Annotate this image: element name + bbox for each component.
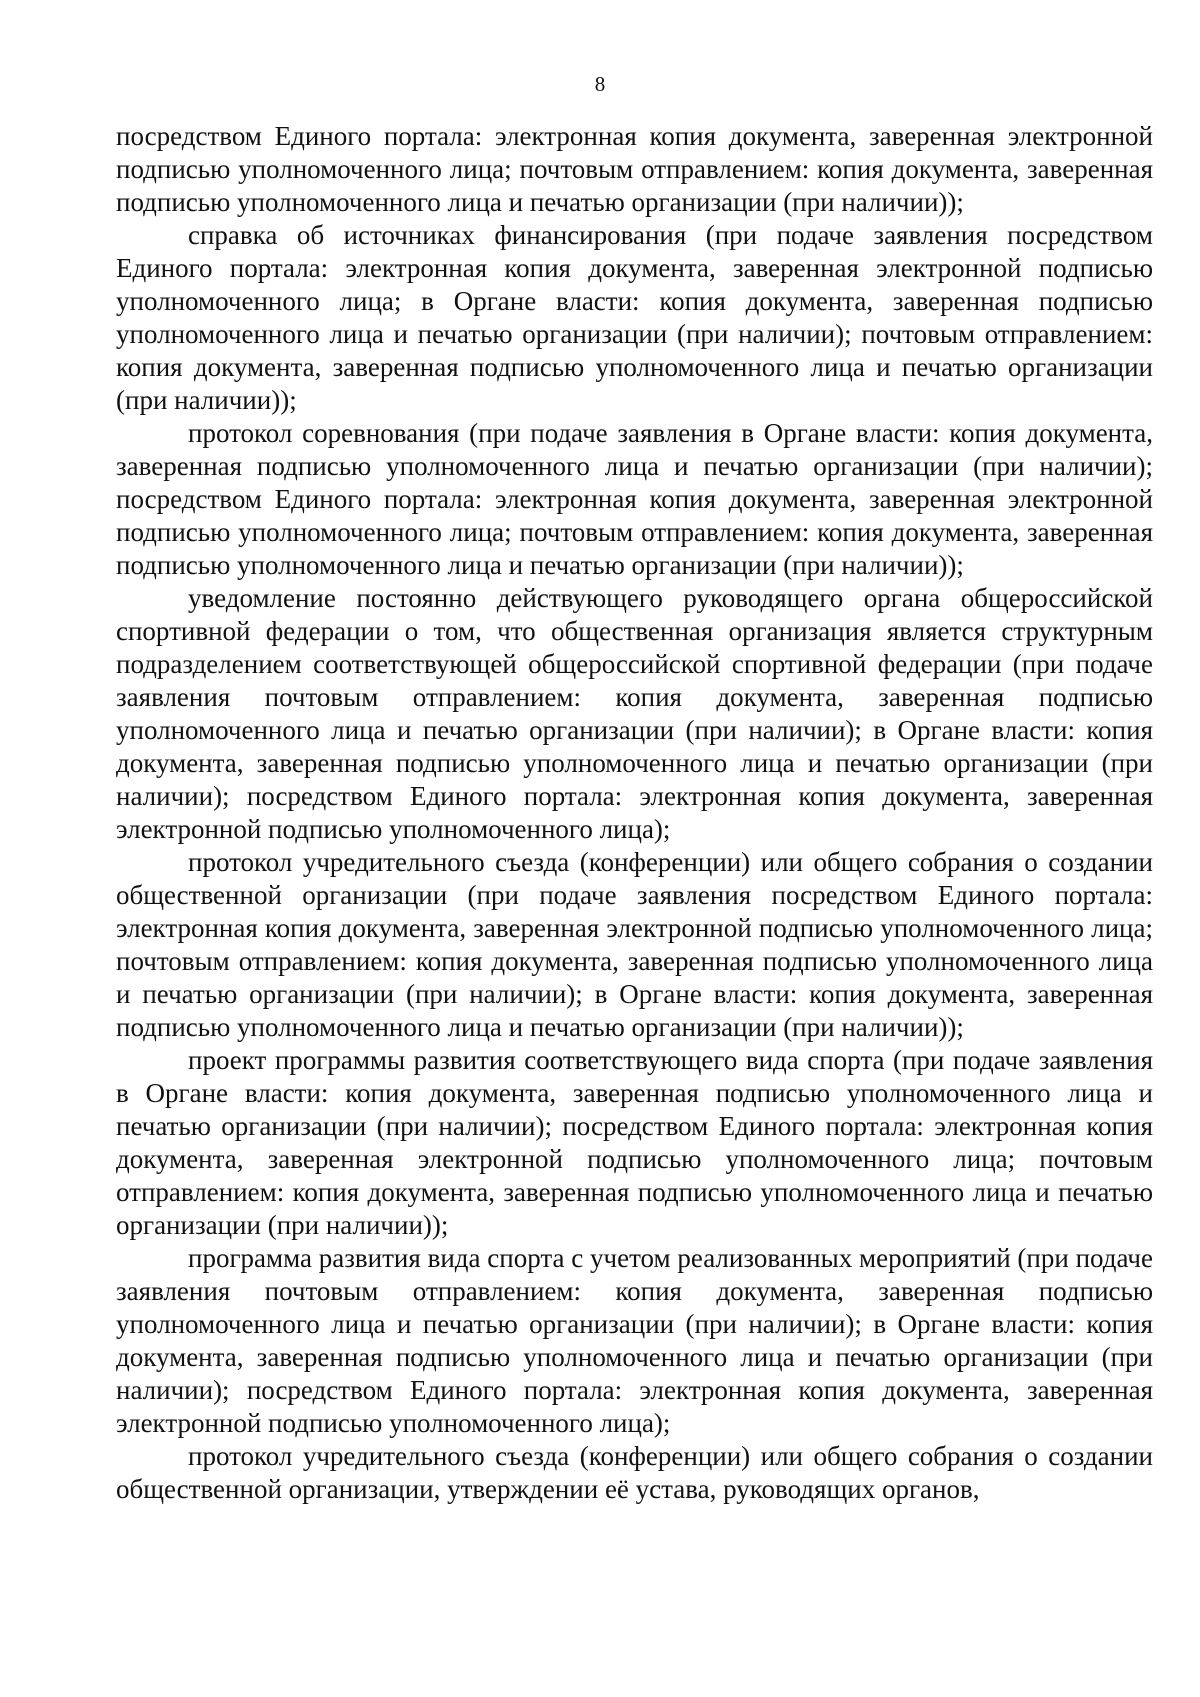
paragraph-founding-protocol-charter: протокол учредительного съезда (конференции) или общего собрания о создании общественной организации, утверждении её устава, руководящих органов, [116, 1441, 1153, 1504]
paragraph-federation-notice: уведомление постоянно действующего руководящего органа общероссийской спортивной федерации о том, что общественная организация является структурным подразделением соответствующей общероссийской спортивной федерации (при подаче заявления почтовым отправлением: копия документа, заверенная подписью уполномоченного лица и печатью организации (при наличии); в Органе власти: копия документа, заверенная подписью уполномоченного лица и печатью организации (при наличии); посредством Единого портала: электронная копия документа, заверенная электронной подписью уполномоченного лица); [116, 583, 1153, 844]
page-number: 8 [594, 72, 606, 96]
paragraph-development-program: программа развития вида спорта с учетом реализованных мероприятий (при подаче заявления почтовым отправлением: копия документа, заверенная подписью уполномоченного лица и печатью организации (при наличии); в Органе власти: копия документа, заверенная подписью уполномоченного лица и печатью организации (при наличии); посредством Единого портала: электронная копия документа, заверенная электронной подписью уполномоченного лица); [116, 1243, 1153, 1438]
document-body [116, 120, 1153, 1506]
paragraph-founding-protocol: протокол учредительного съезда (конференции) или общего собрания о создании общественной организации (при подаче заявления посредством Единого портала: электронная копия документа, заверенная электронной подписью уполномоченного лица; почтовым отправлением: копия документа, заверенная подписью уполномоченного лица и печатью организации (при наличии); в Органе власти: копия документа, заверенная подписью уполномоченного лица и печатью организации (при наличии)); [116, 847, 1153, 1042]
paragraph-competition-protocol: протокол соревнования (при подаче заявления в Органе власти: копия документа, заверенная подписью уполномоченного лица и печатью организации (при наличии); посредством Единого портала: электронная копия документа, заверенная электронной подписью уполномоченного лица; почтовым отправлением: копия документа, заверенная подписью уполномоченного лица и печатью организации (при наличии)); [116, 418, 1153, 580]
paragraph-development-program-draft: проект программы развития соответствующего вида спорта (при подаче заявления в Органе власти: копия документа, заверенная подписью уполномоченного лица и печатью организации (при наличии); посредством Единого портала: электронная копия документа, заверенная электронной подписью уполномоченного лица; почтовым отправлением: копия документа, заверенная подписью уполномоченного лица и печатью организации (при наличии)); [116, 1045, 1153, 1240]
paragraph-continuation: посредством Единого портала: электронная копия документа, заверенная электронной подписью уполномоченного лица; почтовым отправлением: копия документа, заверенная подписью уполномоченного лица и печатью организации (при наличии)); [116, 121, 1153, 217]
paragraph-funding-certificate: справка об источниках финансирования (при подаче заявления посредством Единого портала: электронная копия документа, заверенная электронной подписью уполномоченного лица; в Органе власти: копия документа, заверенная подписью уполномоченного лица и печатью организации (при наличии); почтовым отправлением: копия документа, заверенная подписью уполномоченного лица и печатью организации (при наличии)); [116, 220, 1153, 415]
